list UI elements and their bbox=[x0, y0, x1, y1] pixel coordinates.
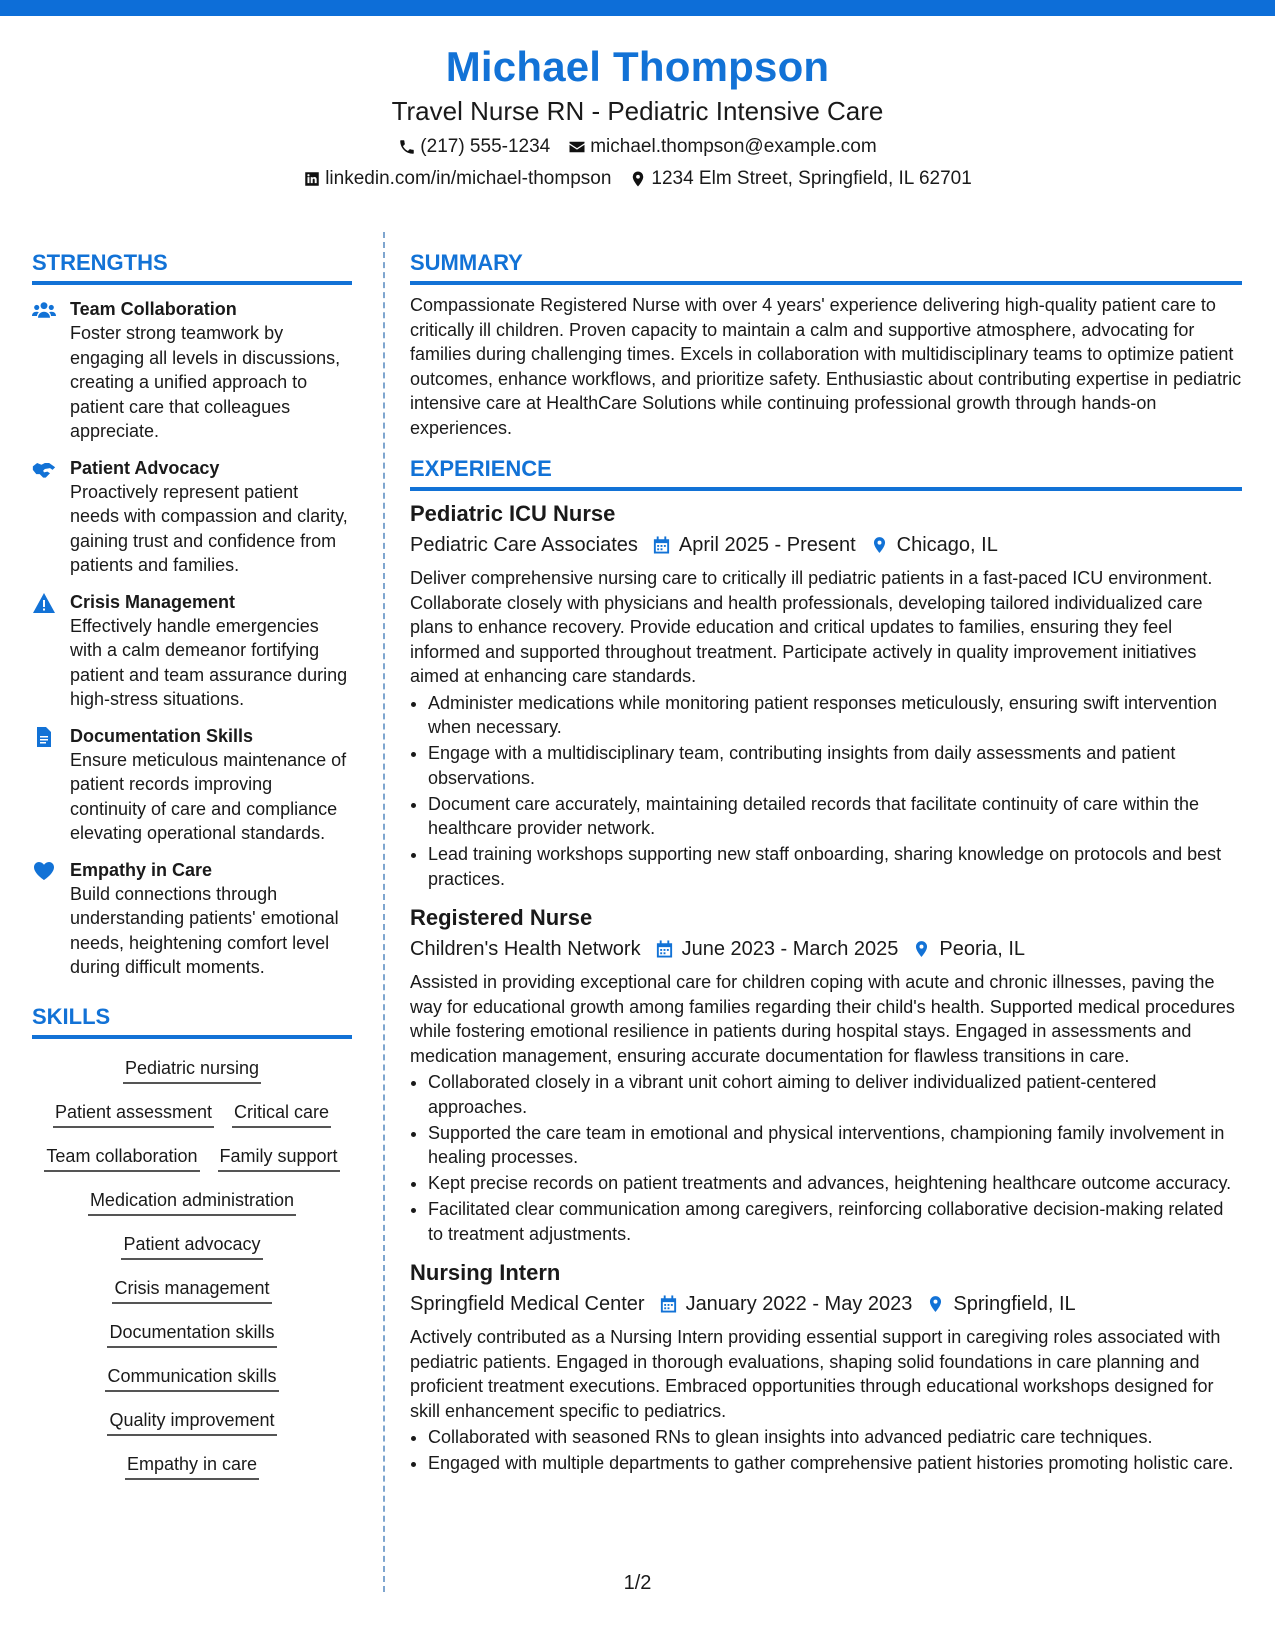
calendar-icon bbox=[659, 1294, 678, 1314]
strength-desc: Foster strong teamwork by engaging all levels in discussions, creating a unified approach to patient care that colleagues appreciate. bbox=[70, 323, 341, 441]
strength-title: Crisis Management bbox=[70, 591, 236, 612]
job-description: Actively contributed as a Nursing Intern providing essential support in caregiving roles associated with pediatric patients. Engaged in thorough evaluations, shaping solid foundations in care planning and proficient treatment executions. Embraced opportunities through educational workshops designed for skill enhancement specific to pediatrics. bbox=[410, 1327, 1221, 1421]
left-column bbox=[32, 248, 352, 1495]
skill-tag: Pediatric nursing bbox=[123, 1055, 261, 1084]
calendar-icon bbox=[652, 535, 671, 555]
email-text: michael.thompson@example.com bbox=[590, 136, 877, 157]
job-entry bbox=[410, 903, 1242, 1246]
skill-tag: Team collaboration bbox=[44, 1143, 199, 1172]
list-item: • Collaborated with seasoned RNs to glean insights into advanced pediatric care techniques. bbox=[428, 1425, 1242, 1450]
strength-item bbox=[32, 456, 352, 578]
job-dates: June 2023 - March 2025 bbox=[681, 938, 899, 960]
linkedin-text: linkedin.com/in/michael-thompson bbox=[325, 168, 612, 189]
job-bullets bbox=[410, 691, 1242, 892]
skill-tag: Medication administration bbox=[88, 1187, 296, 1216]
skill-tag: Patient advocacy bbox=[121, 1231, 262, 1260]
list-item: • Supported the care team in emotional and physical interventions, championing family involvement in healing processes. bbox=[428, 1121, 1242, 1170]
job-meta bbox=[410, 1289, 1242, 1319]
heart-icon bbox=[32, 860, 56, 882]
users-icon bbox=[32, 299, 56, 321]
phone-contact[interactable] bbox=[398, 134, 550, 160]
skill-tag: Empathy in care bbox=[125, 1451, 259, 1480]
job-company: Pediatric Care Associates bbox=[410, 534, 638, 556]
column-divider bbox=[383, 232, 385, 1592]
job-bullets bbox=[410, 1070, 1242, 1246]
list-item: • Collaborated closely in a vibrant unit cohort aiming to deliver individualized patient-centered approaches. bbox=[428, 1070, 1242, 1119]
map-pin-icon bbox=[870, 535, 889, 555]
page-number: 1/2 bbox=[623, 1572, 652, 1594]
strength-item bbox=[32, 858, 352, 980]
list-item: • Engaged with multiple departments to gather comprehensive patient histories promoting holistic care. bbox=[428, 1451, 1242, 1476]
map-pin-icon bbox=[912, 939, 931, 959]
skills-list bbox=[32, 1055, 352, 1480]
job-title: Registered Nurse bbox=[410, 905, 593, 930]
right-column bbox=[410, 248, 1242, 1477]
job-description: Deliver comprehensive nursing care to critically ill pediatric patients in a fast-paced ICU environment. Collaborate closely with physicians and health professionals, developing tailored individualized care plans to enhance recovery. Provide education and critical updates to families, ensuring they feel informed and supported throughout treatment. Participate actively in quality improvement initiatives aimed at enhancing care standards. bbox=[410, 568, 1213, 686]
linkedin-contact[interactable] bbox=[303, 166, 611, 192]
list-item: • Kept precise records on patient treatments and advances, heightening healthcare outcome accuracy. bbox=[428, 1171, 1242, 1196]
linkedin-icon bbox=[303, 170, 321, 188]
document-icon bbox=[32, 726, 56, 748]
job-location: Springfield, IL bbox=[953, 1293, 1076, 1315]
job-location: Chicago, IL bbox=[896, 534, 998, 556]
warning-icon bbox=[32, 592, 56, 614]
skill-tag: Family support bbox=[218, 1143, 340, 1172]
strength-title: Documentation Skills bbox=[70, 725, 254, 746]
strength-title: Team Collaboration bbox=[70, 299, 237, 319]
top-accent-bar bbox=[0, 0, 1275, 16]
strength-desc: Effectively handle emergencies with a calm demeanor fortifying patient and team assurance during high-stress situations. bbox=[70, 615, 348, 709]
job-company: Children's Health Network bbox=[410, 938, 641, 960]
resume-header bbox=[0, 40, 1275, 192]
map-pin-icon bbox=[629, 170, 647, 188]
list-item: • Document care accurately, maintaining detailed records that facilitate continuity of care within the healthcare provider network. bbox=[428, 792, 1242, 841]
skills-heading: SKILLS bbox=[32, 1002, 352, 1039]
handshake-icon bbox=[32, 458, 56, 480]
envelope-icon bbox=[568, 138, 586, 156]
skill-tag: Patient assessment bbox=[53, 1099, 214, 1128]
strength-title: Patient Advocacy bbox=[70, 457, 220, 478]
strength-desc: Ensure meticulous maintenance of patient records improving continuity of care and compliance elevating operational standards. bbox=[70, 749, 347, 843]
job-dates: April 2025 - Present bbox=[678, 534, 856, 556]
strength-desc: Proactively represent patient needs with compassion and clarity, gaining trust and confidence from patients and families. bbox=[70, 481, 348, 575]
job-entry bbox=[410, 1258, 1242, 1476]
list-item: • Engage with a multidisciplinary team, contributing insights from daily assessments and patient observations. bbox=[428, 741, 1242, 790]
contact-row-2 bbox=[0, 166, 1275, 192]
phone-text: (217) 555-1234 bbox=[420, 136, 551, 157]
map-pin-icon bbox=[926, 1294, 945, 1314]
strength-item bbox=[32, 724, 352, 846]
email-contact[interactable] bbox=[568, 134, 876, 160]
skill-tag: Crisis management bbox=[112, 1275, 271, 1304]
strengths-heading: STRENGTHS bbox=[32, 248, 352, 285]
skill-tag: Documentation skills bbox=[107, 1319, 276, 1348]
job-title: Nursing Intern bbox=[410, 1260, 561, 1285]
skill-tag: Communication skills bbox=[105, 1363, 278, 1392]
list-item: • Administer medications while monitoring patient responses meticulously, ensuring swift intervention when necessary. bbox=[428, 691, 1242, 740]
strength-item bbox=[32, 590, 352, 712]
job-meta bbox=[410, 934, 1242, 964]
job-company: Springfield Medical Center bbox=[410, 1293, 645, 1315]
strength-item bbox=[32, 297, 352, 444]
phone-icon bbox=[398, 138, 416, 156]
job-meta bbox=[410, 530, 1242, 560]
strength-title: Empathy in Care bbox=[70, 859, 213, 880]
contact-row-1 bbox=[0, 134, 1275, 160]
job-bullets bbox=[410, 1425, 1242, 1476]
strength-desc: Build connections through understanding patients' emotional needs, heightening comfort level during difficult moments. bbox=[70, 883, 339, 977]
job-title: Pediatric ICU Nurse bbox=[410, 501, 616, 526]
job-location: Peoria, IL bbox=[939, 938, 1025, 960]
address-text: 1234 Elm Street, Springfield, IL 62701 bbox=[651, 168, 972, 189]
address-contact bbox=[629, 166, 971, 192]
experience-heading: EXPERIENCE bbox=[410, 454, 1242, 491]
list-item: • Lead training workshops supporting new staff onboarding, sharing knowledge on protocols and best practices. bbox=[428, 842, 1242, 891]
summary-text: Compassionate Registered Nurse with over 4 years' experience delivering high-quality patient care to critically ill children. Proven capacity to maintain a calm and supportive atmosphere, advocating for families during challenging times. Excels in collaboration with multidisciplinary teams to optimize patient outcomes, enhance workflows, and prioritize safety. Enthusiastic about contributing expertise in pediatric intensive care at HealthCare Solutions while continuing professional growth through hands-on experiences. bbox=[410, 295, 1242, 438]
candidate-title: Travel Nurse RN - Pediatric Intensive Care bbox=[391, 96, 884, 126]
job-dates: January 2022 - May 2023 bbox=[685, 1293, 913, 1315]
job-description: Assisted in providing exceptional care for children coping with acute and chronic illnesses, paving the way for educational growth among families regarding their child's health. Supported medical procedures while fostering emotional resilience in patients during hospital stays. Engaged in assessments and medication management, ensuring accurate documentation for flawless transitions in care. bbox=[410, 972, 1235, 1066]
skill-tag: Critical care bbox=[232, 1099, 331, 1128]
summary-heading: SUMMARY bbox=[410, 248, 1242, 285]
calendar-icon bbox=[655, 939, 674, 959]
candidate-name: Michael Thompson bbox=[445, 43, 830, 90]
job-entry bbox=[410, 499, 1242, 891]
list-item: • Facilitated clear communication among caregivers, reinforcing collaborative decision-making related to treatment adjustments. bbox=[428, 1197, 1242, 1246]
skill-tag: Quality improvement bbox=[107, 1407, 276, 1436]
